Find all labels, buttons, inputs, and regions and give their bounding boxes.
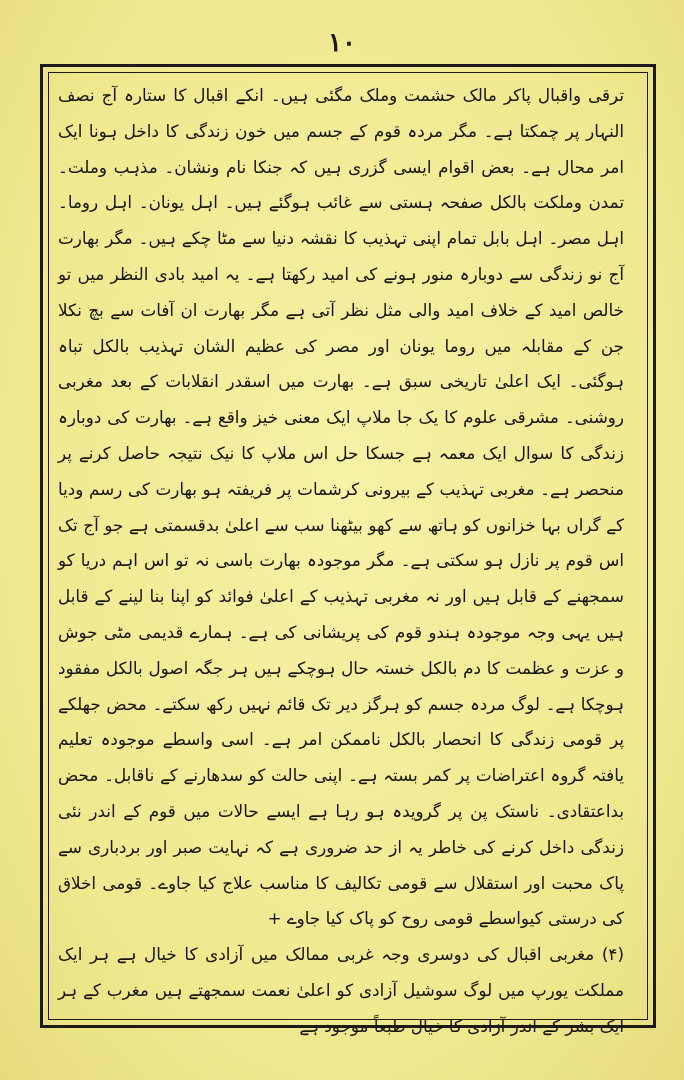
- paragraph-1: ترقی واقبال پاکر مالک حشمت وملک مگئی ہیں۔ انکے اقبال کا ستارہ آج نصف النہار پر چمکتا ہے۔ مگر مردہ قوم کے جسم میں خون زندگی کا داخل ہونا ایک امر محال ہے۔ بعض اقوام ایسی گزری ہیں کہ جنکا نام ونشان۔ مذہب وملت۔ تمدن وملکت بالکل صفحہ ہستی سے غائب ہوگئے ہیں۔ اہل یونان۔ اہل روما۔ اہل مصر۔ اہل بابل تمام اپنی تہذیب کا نقشہ دنیا سے مٹا چکے ہیں۔ مگر بھارت آج نو زندگی سے دوبارہ منور ہونے کی امید رکھتا ہے۔ یہ امید بادی النظر میں تو خالص امید کے خلاف امید والی مثل نظر آتی ہے مگر بھارت ان آفات سے بچ نکلا جن کے مقابلہ میں روما یونان اور مصر کی عظیم الشان تہذیب بالکل تباہ ہوگئی۔ ایک اعلیٰ تاریخی سبق ہے۔ بھارت میں اسقدر انقلابات کے بعد مغربی روشنی۔ مشرقی علوم کا یک جا ملاپ ایک معنی خیز واقع ہے۔ بھارت کی دوبارہ زندگی کا سوال ایک معمہ ہے جسکا حل اس ملاپ کا نیک نتیجہ حاصل کرنے پر منحصر ہے۔ مغربی تہذیب کے بیرونی کرشمات پر فریفتہ ہو بھارت کی رسم ودیا کے گراں بہا خزانوں کو ہاتھ سے کھو بیٹھنا سب سے اعلیٰ بدقسمتی ہے جو آج تک اس قوم پر نازل ہو سکتی ہے۔ مگر موجودہ بھارت باسی نہ تو اس اہم دریا کو سمجھنے کے قابل ہیں اور نہ مغربی تہذیب کے اعلیٰ فوائد کو اپنا بنا لینے کے قابل ہیں یہی وجہ موجودہ ہندو قوم کی پریشانی کی ہے۔ ہمارے قدیمی مٹی جوش و عزت و عظمت کا دم بالکل خستہ حال ہوچکے ہیں ہر جگہ اصول بالکل مفقود ہوچکا ہے۔ لوگ مردہ جسم کو ہرگز دیر تک قائم نہیں رکھ سکتے۔ محض جھلکے پر قومی زندگی کا انحصار بالکل ناممکن امر ہے۔ اسی واسطے موجودہ تعلیم یافتہ گروہ اعتراضات پر کمر بستہ ہے۔ اپنی حالت کو سدھارنے کے ناقابل۔ محض بداعتقادی۔ ناستک پن پر گرویدہ ہو رہا ہے ایسے حالات میں قوم کے اندر نئی زندگی داخل کرنے کی خاطر یہ از حد ضروری ہے کہ نہایت صبر اور بردباری سے پاک محبت اور استقلال سے قومی تکالیف کا مناسب علاج کیا جاوے۔ قومی اخلاق کی درستی کیواسطے قومی روح کو پاک کیا جاوے +: [58, 85, 624, 929]
- page-text: [58, 78, 624, 1036]
- paragraph-2: (۴) مغربی اقبال کی دوسری وجہ غربی ممالک میں آزادی کا خیال ہے ہر ایک مملکت یورپ میں لوگ سوشیل آزادی کو اعلیٰ نعمت سمجھتے ہیں مغرب کے ہر ایک بشر کے اندر آزادی کا خیال طبعاً موجود ہے: [58, 944, 624, 1036]
- page-number: ۱۰: [328, 28, 356, 58]
